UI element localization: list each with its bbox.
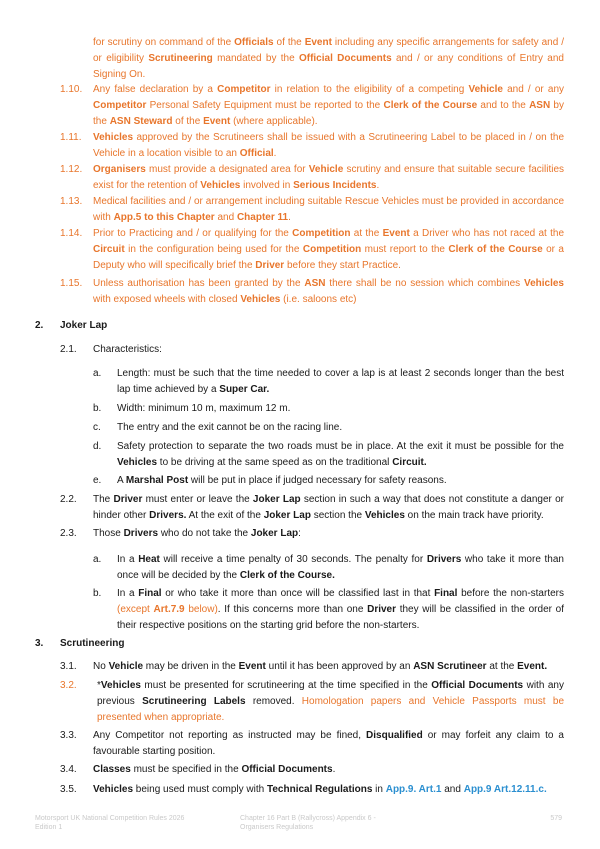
bold-term: Vehicles [240, 294, 281, 305]
text-run: in [372, 784, 386, 795]
bold-term: Heat [138, 554, 160, 565]
bold-term: Driver [113, 494, 143, 505]
text-run: may be driven in the [143, 661, 239, 672]
text-run: mandated by the [212, 53, 299, 64]
text-run: to be driving at the same speed as on the traditional [157, 457, 393, 468]
bold-term: Event. [517, 661, 548, 672]
bold-term: App.5 to this Chapter [113, 212, 215, 223]
footer-rules-title: Motorsport UK National Competition Rules 2026 Edition 1 [35, 815, 185, 831]
paragraph-1-9-continuation [93, 35, 564, 83]
bold-term: Scrutineering [148, 53, 213, 64]
clause-number-1-12: 1.12. [60, 164, 83, 175]
text-run: Personal Safety Equipment must be reported to the [146, 100, 384, 111]
list-letter-b: b. [93, 403, 102, 414]
bold-term: Official Documents [431, 680, 524, 691]
text-run: by the [93, 100, 564, 127]
bold-term: ASN Scrutineer [413, 661, 487, 672]
text-run: will be put in place if judged necessary for safety reasons. [188, 475, 447, 486]
bold-term: Official Documents [241, 764, 333, 775]
clause-number-1-10: 1.10. [60, 84, 83, 95]
text-run: for scrutiny on command of the [93, 37, 235, 48]
text-run: and / or any conditions of Entry and Signing On. [93, 53, 564, 80]
bold-term: Final [434, 588, 458, 599]
list-item-safety-protection [117, 439, 564, 471]
text-run: Medical facilities and / or arrangement including suitable Rescue Vehicles must be provided in accordance with [93, 196, 564, 223]
bold-term: Drivers [426, 554, 462, 565]
text-run: * [97, 680, 101, 691]
footer-chapter-title: Chapter 16 Part B (Rallycross) Appendix 6 - Organisers Regulations [240, 815, 376, 831]
text-run: there shall be no session which combines [325, 278, 524, 289]
text-run: Safety protection to separate the two roads must be in place. At the exit it must be possible for the [117, 441, 564, 452]
text-run: scrutiny and ensure that suitable secure facilities exist for the retention of [93, 164, 565, 191]
bold-term: Vehicles [93, 784, 134, 795]
text-run: must enter or leave the [142, 494, 253, 505]
text-run: In a [117, 554, 139, 565]
text-run: a Driver who has not raced at the [409, 228, 565, 239]
bold-term: App.9 Art.12.11.c. [463, 784, 547, 795]
text-run: must be specified in the [130, 764, 242, 775]
text-run: Width: minimum 10 m, maximum 12 m. [117, 403, 291, 414]
bold-term: Vehicle [108, 661, 144, 672]
list-letter-b: b. [93, 588, 102, 599]
text-run: who do not take the [158, 528, 251, 539]
bold-term: Vehicle [308, 164, 344, 175]
text-run: and / or any [502, 84, 565, 95]
text-run: at the [486, 661, 518, 672]
list-item-entry-exit [117, 420, 564, 436]
text-run: below) [184, 604, 218, 615]
clause-number-2-2: 2.2. [60, 494, 77, 505]
text-run: . [376, 180, 380, 191]
text-run: Those [93, 528, 124, 539]
text-run: The entry and the exit cannot be on the racing line. [117, 422, 343, 433]
bold-term: Vehicles [523, 278, 564, 289]
bold-term: Officials [234, 37, 274, 48]
bold-term: Competition [292, 228, 351, 239]
clause-number-1-13: 1.13. [60, 196, 83, 207]
bold-term: Vehicles [100, 680, 141, 691]
bold-term: Clerk of the Course [448, 244, 543, 255]
list-letter-a: a. [93, 554, 102, 565]
list-letter-a: a. [93, 368, 102, 379]
text-run: on the main track have priority. [404, 510, 544, 521]
bold-term: Joker Lap [250, 528, 299, 539]
text-run: Characteristics: [93, 344, 162, 355]
text-run: in the configuration being used for the [124, 244, 303, 255]
text-run: removed. [245, 696, 302, 707]
bold-term: Event [238, 661, 266, 672]
list-item-heat-penalty [117, 552, 564, 584]
bold-term: Serious Incidents [293, 180, 377, 191]
list-item-width [117, 401, 564, 417]
clause-number-2-1: 2.1. [60, 344, 77, 355]
bold-term: Competitor [217, 84, 271, 95]
text-run: must provide a designated area for [145, 164, 309, 175]
bold-term: Competition [302, 244, 362, 255]
bold-term: Circuit [93, 244, 125, 255]
bold-term: Event [203, 116, 231, 127]
clause-1-12 [93, 162, 564, 194]
text-run: including any specific arrangements for safety and / or eligibility [93, 37, 564, 64]
text-run: . [288, 212, 291, 223]
clause-3-5 [93, 782, 564, 798]
bold-term: Driver [255, 260, 285, 271]
bold-term: Vehicles [200, 180, 241, 191]
clause-2-2 [93, 492, 564, 524]
section-title-scrutineering: Scrutineering [60, 638, 125, 649]
clause-1-15 [93, 276, 564, 308]
text-run: A [117, 475, 126, 486]
clause-number-3-1: 3.1. [60, 661, 77, 672]
clause-1-11 [93, 130, 564, 162]
bold-term: Clerk of the Course [383, 100, 478, 111]
clause-number-1-15: 1.15. [60, 278, 83, 289]
text-run: with exposed wheels with closed [93, 294, 241, 305]
text-run: or who take it more than once will be classified last in that [161, 588, 435, 599]
text-run: or may forfeit any claim to a favourable starting position. [93, 730, 564, 757]
bold-term: Driver [367, 604, 396, 615]
bold-term: Circuit. [392, 457, 427, 468]
text-run: at the [350, 228, 383, 239]
bold-term: App.9. Art.1 [385, 784, 442, 795]
clause-number-3-2: 3.2. [60, 680, 77, 691]
bold-term: Super Car. [219, 384, 270, 395]
clause-1-13 [93, 194, 564, 226]
text-run: and [441, 784, 464, 795]
bold-term: ASN [304, 278, 326, 289]
bold-term: Drivers [123, 528, 159, 539]
clause-1-10 [93, 82, 564, 130]
section-title-joker-lap: Joker Lap [60, 320, 108, 331]
clause-number-2-3: 2.3. [60, 528, 77, 539]
bold-term: ASN [529, 100, 551, 111]
text-run: The [93, 494, 114, 505]
text-run: of the [273, 37, 305, 48]
text-run: : [298, 528, 301, 539]
bold-term: Disqualified [366, 730, 423, 741]
text-run: Unless authorisation has been granted by the [93, 278, 305, 289]
bold-term: Event [382, 228, 410, 239]
clause-number-1-14: 1.14. [60, 228, 83, 239]
bold-term: Classes [93, 764, 131, 775]
clause-1-14 [93, 226, 564, 274]
clause-2-3 [93, 526, 564, 542]
bold-term: Vehicle [468, 84, 503, 95]
clause-3-1 [93, 659, 564, 675]
bold-term: Event [304, 37, 332, 48]
bold-term: Joker Lap [263, 510, 311, 521]
text-run: . [332, 764, 336, 775]
text-run: who take it more than once will be decided by the [117, 554, 564, 581]
list-letter-c: c. [93, 422, 101, 433]
text-run: approved by the Scrutineers shall be issued with a Scrutineering Label to be placed in / on the Vehicle in a location visible to an [93, 132, 564, 159]
bold-term: Vehicles [364, 510, 405, 521]
text-run: Length: must be such that the time needed to cover a lap is at least 2 seconds longer than the best lap time achieved by a [117, 368, 564, 395]
text-run: Prior to Practicing and / or qualifying for the [93, 228, 293, 239]
text-run: At the exit of the [186, 510, 264, 521]
text-run: in relation to the eligibility of a competing [270, 84, 469, 95]
section-number-2: 2. [35, 320, 44, 331]
text-run: section in such a way that does not constitute a danger or hinder other [93, 494, 564, 521]
section-number-3: 3. [35, 638, 44, 649]
bold-term: Drivers. [149, 510, 187, 521]
text-run: No [93, 661, 109, 672]
list-letter-e: e. [93, 475, 102, 486]
bold-term: Vehicles [117, 457, 158, 468]
bold-term: ASN Steward [109, 116, 173, 127]
bold-term: Art.7.9 [153, 604, 185, 615]
bold-term: Official Documents [298, 53, 392, 64]
text-run: of the [172, 116, 204, 127]
text-run: will receive a time penalty of 30 seconds. The penalty for [159, 554, 427, 565]
text-run: Any Competitor not reporting as instructed may be fined, [93, 730, 367, 741]
text-run: with any previous [97, 680, 564, 707]
text-run: and to the [477, 100, 530, 111]
text-run: . [273, 148, 277, 159]
clause-2-1 [93, 342, 564, 358]
bold-term: Organisers [93, 164, 146, 175]
text-run: being used must comply with [133, 784, 267, 795]
list-item-final-penalty [117, 586, 564, 634]
bold-term: Marshal Post [125, 475, 189, 486]
text-run: they will be classified in the order of their respective positions on the starting grid before the non-starters. [117, 604, 564, 631]
text-run: (where applicable). [230, 116, 318, 127]
clause-number-3-4: 3.4. [60, 764, 77, 775]
text-run: involved in [240, 180, 294, 191]
text-run: . If this concerns more than one [217, 604, 368, 615]
bold-term: Clerk of the Course. [239, 570, 335, 581]
bold-term: Chapter 11 [236, 212, 289, 223]
text-run: before the non-starters [457, 588, 564, 599]
clause-3-3 [93, 728, 564, 760]
clause-number-3-5: 3.5. [60, 784, 77, 795]
text-run: (i.e. saloons etc) [280, 294, 357, 305]
clause-number-1-11: 1.11. [60, 132, 82, 143]
text-run: must be presented for scrutineering at the time specified in the [140, 680, 432, 691]
text-run: and [214, 212, 237, 223]
bold-term: Final [138, 588, 162, 599]
list-letter-d: d. [93, 441, 102, 452]
text-run: section the [310, 510, 365, 521]
bold-term: Competitor [93, 100, 147, 111]
bold-term: Joker Lap [252, 494, 301, 505]
clause-3-2 [97, 678, 564, 726]
clause-number-3-3: 3.3. [60, 730, 77, 741]
text-run: until it has been approved by an [265, 661, 414, 672]
list-item-length [117, 366, 564, 398]
bold-term: Technical Regulations [266, 784, 373, 795]
bold-term: Official [239, 148, 274, 159]
list-item-marshal-post [117, 473, 564, 489]
text-run: Any false declaration by a [93, 84, 218, 95]
text-run: or a Deputy who will specifically brief the [93, 244, 564, 271]
text-run: In a [117, 588, 139, 599]
text-run: Homologation papers and Vehicle Passports must be presented when appropriate. [97, 696, 564, 723]
page-number: 579 [550, 815, 562, 822]
text-run: before they start Practice. [284, 260, 401, 271]
clause-3-4 [93, 762, 564, 778]
text-run: must report to the [361, 244, 449, 255]
bold-term: Vehicles [93, 132, 134, 143]
bold-term: Scrutineering Labels [142, 696, 246, 707]
text-run: (except [117, 604, 154, 615]
